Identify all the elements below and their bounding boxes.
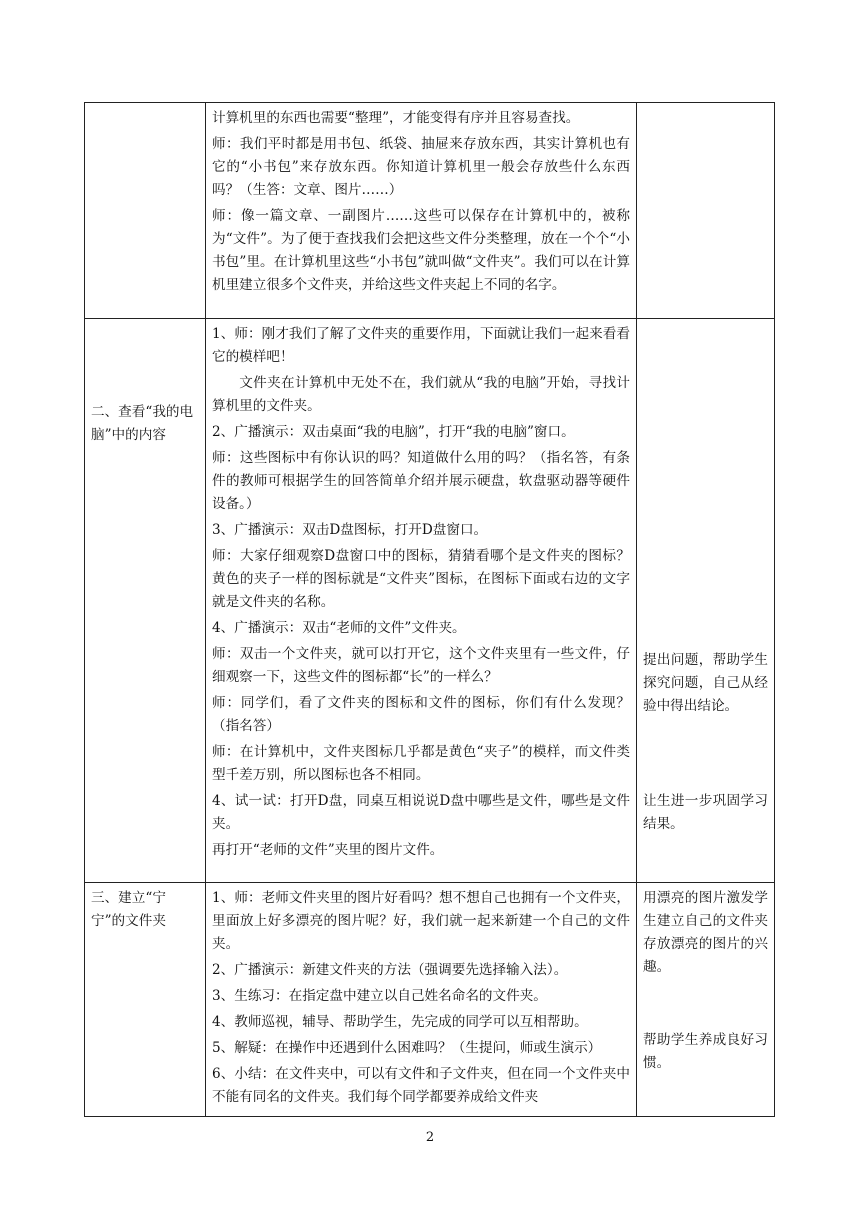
- content-paragraph: 师：在计算机中，文件夹图标几乎都是黄色“夹子”的模样，而文件类型千差万别，所以图标也各不相同。: [212, 744, 630, 783]
- table-row: [85, 883, 775, 1117]
- content-cell: [206, 883, 637, 1117]
- stage-label: 二、查看“我的电脑”中的内容: [91, 404, 194, 443]
- content-paragraph: 2、广播演示：新建文件夹的方法（强调要先选择输入法）。: [212, 962, 568, 978]
- content-paragraph: 5、解疑：在操作中还遇到什么困难吗？（生提问，师或生演示）: [212, 1040, 602, 1056]
- stage-label: 三、建立“宁宁”的文件夹: [91, 890, 166, 929]
- lesson-plan-table: [84, 102, 775, 1117]
- content-paragraph: 师：大家仔细观察D盘窗口中的图标，猜猜看哪个是文件夹的图标？黄色的夹子一样的图标就是“文件夹”图标，在图标下面或右边的文字就是文件夹的名称。: [212, 548, 630, 610]
- stage-cell: [85, 103, 206, 319]
- stage-cell: [85, 319, 206, 883]
- table-row: [85, 103, 775, 319]
- content-paragraph: 师：像一篇文章、一副图片……这些可以保存在计算机中的，被称为“文件”。为了便于查找我们会把这些文件分类整理，放在一个个“小书包”里。在计算机里这些“小书包”就叫做“文件夹”。我们可以在计算机里建立很多个文件夹，并给这些文件夹起上不同的名字。: [212, 208, 630, 293]
- content-paragraph: 1、师：老师文件夹里的图片好看吗？想不想自己也拥有一个文件夹，里面放上好多漂亮的图片呢？好，我们就一起来新建一个自己的文件夹。: [212, 890, 630, 952]
- content-paragraph: 3、生练习：在指定盘中建立以自己姓名命名的文件夹。: [212, 988, 547, 1004]
- content-paragraph: 师：同学们，看了文件夹的图标和文件的图标，你们有什么发现？（指名答）: [212, 695, 630, 734]
- notes-cell: [637, 883, 775, 1117]
- teaching-note: 让生进一步巩固学习结果。: [643, 793, 768, 832]
- content-paragraph: 6、小结：在文件夹中，可以有文件和子文件夹，但在同一个文件夹中不能有同名的文件夹。我们每个同学都要养成给文件夹: [212, 1066, 630, 1105]
- content-paragraph: 2、广播演示：双击桌面“我的电脑”，打开“我的电脑”窗口。: [212, 424, 575, 440]
- content-paragraph: 4、教师巡视，辅导、帮助学生，先完成的同学可以互相帮助。: [212, 1014, 588, 1030]
- content-paragraph: 1、师：刚才我们了解了文件夹的重要作用，下面就让我们一起来看看它的模样吧！: [212, 326, 630, 365]
- content-paragraph: 3、广播演示：双击D盘图标，打开D盘窗口。: [212, 522, 488, 538]
- teaching-note: 提出问题，帮助学生探究问题，自己从经验中得出结论。: [643, 652, 768, 714]
- notes-cell: [637, 103, 775, 319]
- content-paragraph: 4、广播演示：双击“老师的文件”文件夹。: [212, 620, 466, 636]
- stage-cell: [85, 883, 206, 1117]
- teaching-note: 用漂亮的图片激发学生建立自己的文件夹存放漂亮的图片的兴趣。: [643, 890, 768, 975]
- content-paragraph: 师：双击一个文件夹，就可以打开它，这个文件夹里有一些文件，仔细观察一下，这些文件的图标都“长”的一样么？: [212, 646, 630, 685]
- content-cell: [206, 319, 637, 883]
- content-paragraph: 师：我们平时都是用书包、纸袋、抽屉来存放东西，其实计算机也有它的“小书包”来存放东西。你知道计算机里一般会存放些什么东西吗？（生答：文章、图片……）: [212, 136, 630, 198]
- teaching-note: 帮助学生养成良好习惯。: [643, 1032, 768, 1071]
- content-cell: [206, 103, 637, 319]
- content-paragraph: 再打开“老师的文件”夹里的图片文件。: [212, 842, 444, 858]
- content-paragraph: 4、试一试：打开D盘，同桌互相说说D盘中哪些是文件，哪些是文件夹。: [212, 793, 630, 832]
- content-paragraph: 计算机里的东西也需要“整理”，才能变得有序并且容易查找。: [212, 110, 580, 126]
- page-number: 2: [425, 1130, 435, 1145]
- table-row: [85, 319, 775, 883]
- content-paragraph: 文件夹在计算机中无处不在，我们就从“我的电脑”开始，寻找计算机里的文件夹。: [212, 375, 630, 414]
- content-paragraph: 师：这些图标中有你认识的吗？知道做什么用的吗？（指名答，有条件的教师可根据学生的回答简单介绍并展示硬盘，软盘驱动器等硬件设备。）: [212, 450, 630, 512]
- notes-cell: [637, 319, 775, 883]
